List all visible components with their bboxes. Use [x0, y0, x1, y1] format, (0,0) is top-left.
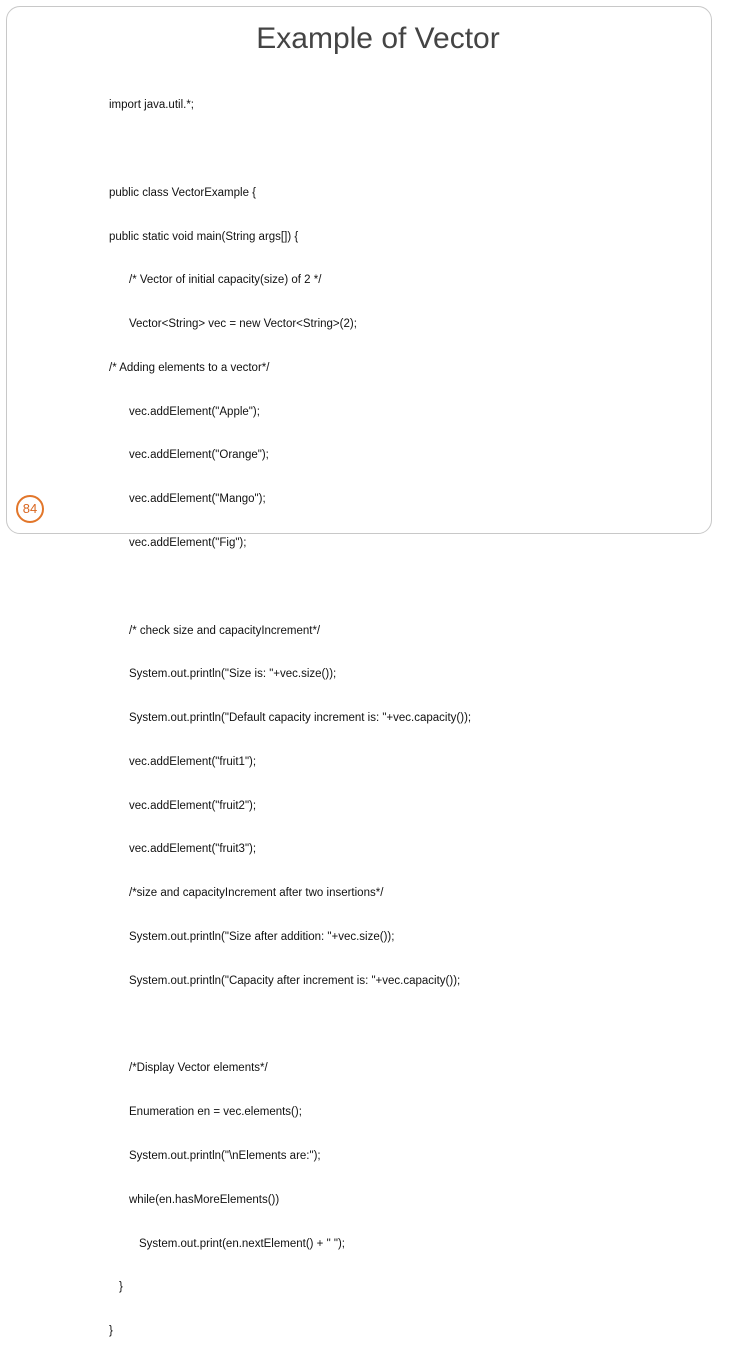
code-line: System.out.println("\nElements are:");: [129, 1149, 321, 1162]
code-line: vec.addElement("fruit2");: [129, 799, 257, 812]
code-line: vec.addElement("fruit1");: [129, 755, 257, 768]
code-line: vec.addElement("Mango");: [129, 493, 266, 506]
code-line: /* Vector of initial capacity(size) of 2 */: [129, 274, 322, 287]
code-line: /*Display Vector elements*/: [129, 1062, 268, 1075]
code-line: /* Adding elements to a vector*/: [109, 361, 270, 374]
code-line: System.out.println("Size after addition: "+vec.size());: [129, 931, 395, 944]
page-number-badge: 84: [16, 495, 44, 523]
code-line: System.out.println("Capacity after increment is: "+vec.capacity());: [129, 974, 461, 987]
code-line: vec.addElement("Fig");: [129, 537, 247, 549]
slide-title: Example of Vector: [256, 22, 500, 55]
code-line: /* check size and capacityIncrement*/: [129, 624, 321, 637]
code-line: vec.addElement("Orange");: [129, 449, 269, 462]
code-line: System.out.println("Size is: "+vec.size());: [129, 668, 337, 681]
code-line: vec.addElement("Apple");: [129, 405, 260, 418]
code-line: System.out.print(en.nextElement() + " ");: [139, 1237, 345, 1250]
code-line: System.out.println("Default capacity increment is: "+vec.capacity());: [129, 712, 472, 725]
code-line: }: [109, 1325, 113, 1338]
code-line: public class VectorExample {: [109, 186, 257, 199]
code-line: /*size and capacityIncrement after two insertions*/: [129, 887, 384, 900]
code-line: vec.addElement("fruit3");: [129, 843, 257, 856]
code-line: while(en.hasMoreElements()): [129, 1193, 280, 1206]
code-line: Enumeration en = vec.elements();: [129, 1106, 302, 1119]
code-line: }: [119, 1281, 123, 1294]
code-line: public static void main(String args[]) {: [109, 230, 299, 243]
code-line: Vector<String> vec = new Vector<String>(2);: [129, 318, 357, 331]
code-line: import java.util.*;: [109, 99, 195, 112]
code-block: [109, 69, 471, 1353]
